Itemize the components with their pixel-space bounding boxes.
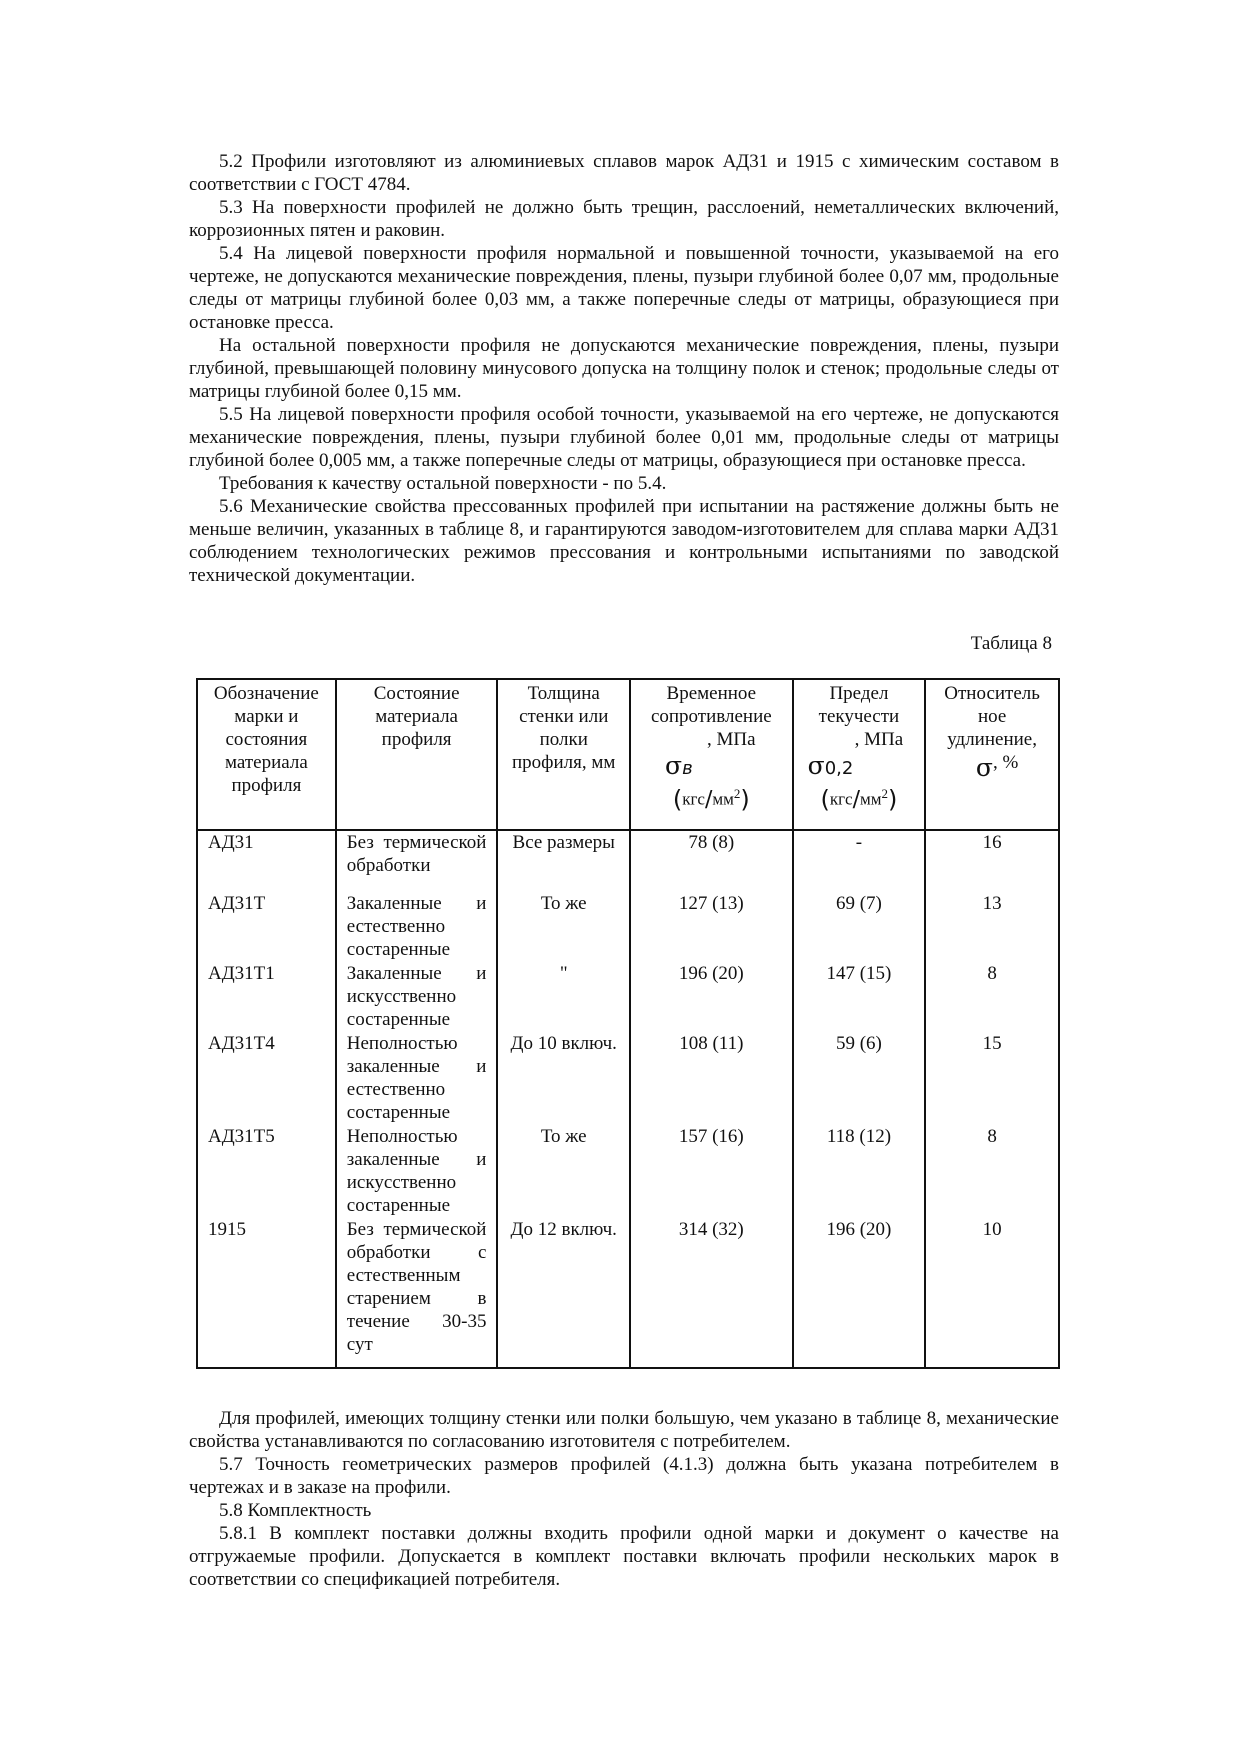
- cell-tensile: 108 (11): [630, 1032, 793, 1125]
- cell-elongation: 8: [925, 962, 1059, 1032]
- table-caption: Таблица 8: [970, 633, 1052, 654]
- cell-thickness: Все размеры: [497, 830, 630, 892]
- cell-mark: АД31Т5: [197, 1125, 336, 1218]
- sigma-b-symbol: σ: [664, 751, 683, 780]
- paragraph-5-3: 5.3 На поверхности профилей не должно быть трещин, расслоений, неметаллических включений, коррозионных пятен и раковин.: [189, 197, 1059, 241]
- cell-elongation: 16: [925, 830, 1059, 892]
- cell-thickness: То же: [497, 1125, 630, 1218]
- paragraph-5-8-heading: 5.8 Комплектность: [219, 1500, 372, 1521]
- paragraph-5-5: 5.5 На лицевой поверхности профиля особой точности, указываемой на его чертеже, не допускаются механические повреждения, плены, пузыри глубиной более 0,01 мм, продольные следы от матрицы глубиной более 0,005 мм, а также поперечные следы от матрицы, образующиеся при остановке пресса.: [189, 404, 1059, 471]
- cell-mark: АД31: [197, 830, 336, 892]
- sigma-02-symbol: σ: [807, 751, 825, 780]
- cell-thickness: До 12 включ.: [497, 1218, 630, 1368]
- force-per-area-unit: $(кгс/мм^2)$: [672, 785, 750, 814]
- closing-text-block: [189, 1407, 1059, 1591]
- paragraph-5-4-other-surface: На остальной поверхности профиля не допускаются механические повреждения, плены, пузыри глубиной, превышающей половину минусового допуска на толщину полок и стенок; продольные следы от матрицы глубиной более 0,15 мм.: [189, 335, 1059, 402]
- table-row: [197, 962, 1059, 1032]
- cell-state: Неполностью закаленные и искусственно состаренные: [336, 1125, 498, 1218]
- cell-yield: -: [793, 830, 926, 892]
- elongation-symbol: σ: [975, 753, 993, 782]
- paragraph-thicker-profiles-note: Для профилей, имеющих толщину стенки или полки большую, чем указано в таблице 8, механические свойства устанавливаются по согласованию изготовителя с потребителем.: [189, 1408, 1059, 1452]
- cell-mark: АД31Т4: [197, 1032, 336, 1125]
- cell-tensile: 157 (16): [630, 1125, 793, 1218]
- header-thickness: Толщина стенки или полки профиля, мм: [497, 679, 630, 830]
- table-row: [197, 892, 1059, 962]
- sigma-02-subscript: 0,2: [824, 758, 854, 779]
- cell-mark: АД31Т1: [197, 962, 336, 1032]
- cell-yield: 196 (20): [793, 1218, 926, 1368]
- header-mark: Обозначение марки и состояния материала профиля: [197, 679, 336, 830]
- intro-text-block: [189, 150, 1059, 587]
- cell-yield: 118 (12): [793, 1125, 926, 1218]
- cell-mark: АД31Т: [197, 892, 336, 962]
- cell-tensile: 78 (8): [630, 830, 793, 892]
- cell-elongation: 15: [925, 1032, 1059, 1125]
- table-row: [197, 830, 1059, 892]
- cell-tensile: 314 (32): [630, 1218, 793, 1368]
- cell-yield: 147 (15): [793, 962, 926, 1032]
- paragraph-5-4: 5.4 На лицевой поверхности профиля нормальной и повышенной точности, указываемой на его чертеже, не допускаются механические повреждения, плены, пузыри глубиной более 0,07 мм, продольные следы от матрицы глубиной более 0,03 мм, а также поперечные следы от матрицы, образующиеся при остановке пресса.: [189, 243, 1059, 333]
- force-per-area-unit: $(кгс/мм^2)$: [820, 785, 898, 814]
- cell-elongation: 8: [925, 1125, 1059, 1218]
- paragraph-5-2: 5.2 Профили изготовляют из алюминиевых сплавов марок АД31 и 1915 с химическим составом в соответствии с ГОСТ 4784.: [189, 151, 1059, 195]
- header-tensile-strength: Временное сопротивление , МПа σв $(кгс/мм^2)$: [630, 679, 793, 830]
- paragraph-5-7: 5.7 Точность геометрических размеров профилей (4.1.3) должна быть указана потребителем в чертежах и в заказе на профили.: [189, 1454, 1059, 1498]
- cell-mark: 1915: [197, 1218, 336, 1368]
- cell-elongation: 13: [925, 892, 1059, 962]
- table-row: [197, 1032, 1059, 1125]
- cell-tensile: 196 (20): [630, 962, 793, 1032]
- header-state: Состояние материала профиля: [336, 679, 498, 830]
- cell-state: Закаленные и естественно состаренные: [336, 892, 498, 962]
- cell-yield: 59 (6): [793, 1032, 926, 1125]
- cell-state: Без термической обработки: [336, 830, 498, 892]
- table-header-row: [197, 679, 1059, 830]
- cell-state: Неполностью закаленные и естественно состаренные: [336, 1032, 498, 1125]
- table-row: [197, 1125, 1059, 1218]
- cell-state: Закаленные и искусственно состаренные: [336, 962, 498, 1032]
- mechanical-properties-table: [196, 678, 1060, 1369]
- header-yield-strength: Предел текучести , МПа σ0,2 $(кгс/мм^2)$: [793, 679, 926, 830]
- cell-elongation: 10: [925, 1218, 1059, 1368]
- cell-thickness: ": [497, 962, 630, 1032]
- paragraph-5-8-1: 5.8.1 В комплект поставки должны входить профили одной марки и документ о качестве на отгружаемые профили. Допускается в комплект поставки включать профили нескольких марок в соответствии со спецификацией потребителя.: [189, 1523, 1059, 1590]
- cell-tensile: 127 (13): [630, 892, 793, 962]
- table-row: [197, 1218, 1059, 1368]
- header-elongation: Относитель ное удлинение, σ, %: [925, 679, 1059, 830]
- cell-thickness: То же: [497, 892, 630, 962]
- cell-yield: 69 (7): [793, 892, 926, 962]
- sigma-b-subscript: в: [682, 758, 693, 779]
- paragraph-5-6: 5.6 Механические свойства прессованных профилей при испытании на растяжение должны быть не меньше величин, указанных в таблице 8, и гарантируются заводом-изготовителем для сплава марки АД31 соблюдением технологических режимов прессования и контрольными испытаниями по заводской технической документации.: [189, 496, 1059, 586]
- paragraph-5-5-other-surface: Требования к качеству остальной поверхности - по 5.4.: [219, 473, 667, 494]
- cell-thickness: До 10 включ.: [497, 1032, 630, 1125]
- cell-state: Без термической обработки с естественным старением в течение 30-35 сут: [336, 1218, 498, 1368]
